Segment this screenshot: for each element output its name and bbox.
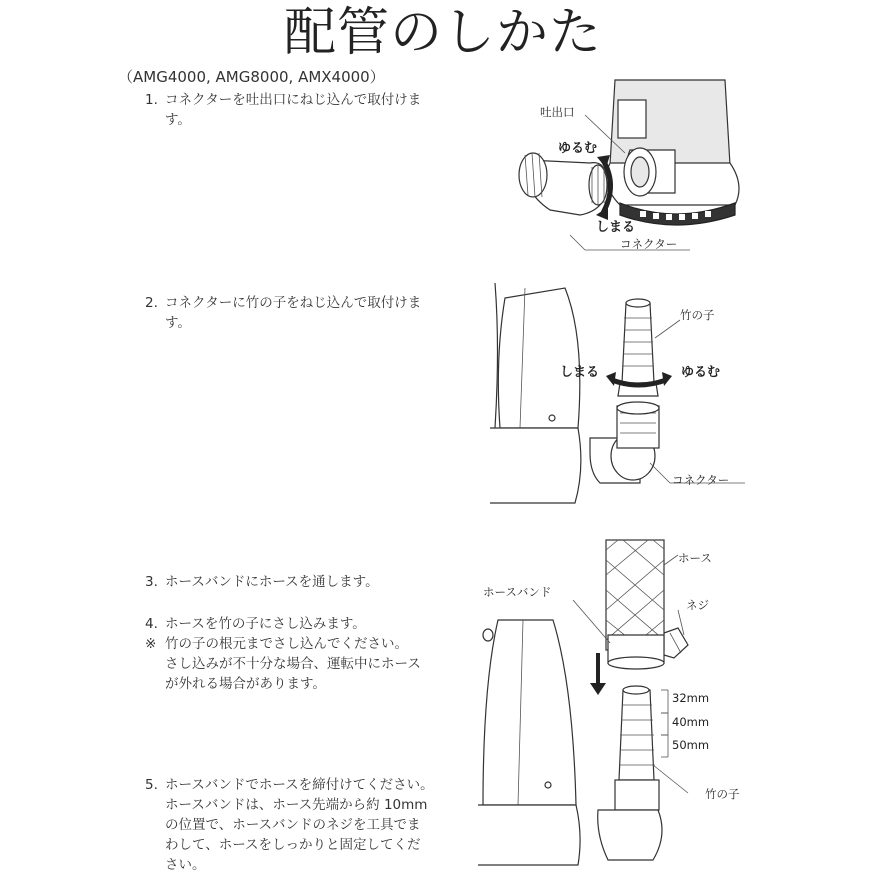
step-1 xyxy=(145,90,475,130)
step-text: ホースバンドにホースを通します。 xyxy=(165,574,379,590)
fig3-nipple-label: 竹の子 xyxy=(705,787,740,801)
fig3-hose-label: ホース xyxy=(678,551,712,565)
fig2-connector-label: コネクター xyxy=(672,473,730,487)
step-text: わして、ホースをしっかりと固定してくだ xyxy=(165,837,421,853)
model-list: （AMG4000, AMG8000, AMX4000） xyxy=(118,68,385,86)
step-text: コネクターに竹の子をねじ込んで取付けま xyxy=(165,295,422,311)
fig1-connector-label: コネクター xyxy=(620,237,678,251)
fig2-tighten-label: しまる xyxy=(560,365,600,380)
fig3-dim-32mm: 32mm xyxy=(672,691,710,705)
step-text: す。 xyxy=(165,315,191,331)
fig1-outlet-label: 吐出口 xyxy=(540,105,575,119)
step-text: ホースを竹の子にさし込みます。 xyxy=(165,616,366,632)
step-text: の位置で、ホースバンドのネジを工具でま xyxy=(165,817,421,833)
step-number: 5. xyxy=(145,777,158,793)
fig1-loosen-label: ゆるむ xyxy=(558,141,598,156)
note-mark: ※ xyxy=(145,636,157,652)
note-text: 竹の子の根元までさし込んでください。 xyxy=(165,636,408,652)
fig3-dim-40mm: 40mm xyxy=(672,715,710,729)
fig1-tighten-label: しまる xyxy=(596,220,636,235)
fig3-band-label: ホースバンド xyxy=(483,585,552,599)
step-text: コネクターを吐出口にねじ込んで取付けま xyxy=(165,92,422,108)
step-text: さい。 xyxy=(165,857,206,873)
step-3 xyxy=(145,572,475,592)
fig3-screw-label: ネジ xyxy=(686,598,709,612)
note-text: さし込みが不十分な場合、運転中にホース xyxy=(165,656,421,672)
step-2 xyxy=(145,293,475,333)
step-number: 1. xyxy=(145,92,158,108)
step-text: す。 xyxy=(165,112,191,128)
fig2-nipple-label: 竹の子 xyxy=(680,308,715,322)
step-number: 2. xyxy=(145,295,158,311)
step-4 xyxy=(145,614,475,634)
step-text: ホースバンドは、ホース先端から約 10mm xyxy=(165,797,428,813)
step-text: ホースバンドでホースを締付けてください。 xyxy=(165,777,434,793)
fig3-dim-50mm: 50mm xyxy=(672,738,710,752)
step-number: 3. xyxy=(145,574,158,590)
step-4-note xyxy=(145,634,475,694)
step-number: 4. xyxy=(145,616,158,632)
step-5 xyxy=(145,775,475,875)
page-title: 配管のしかた xyxy=(283,3,602,63)
note-text: が外れる場合があります。 xyxy=(165,676,326,692)
fig2-loosen-label: ゆるむ xyxy=(681,365,721,380)
